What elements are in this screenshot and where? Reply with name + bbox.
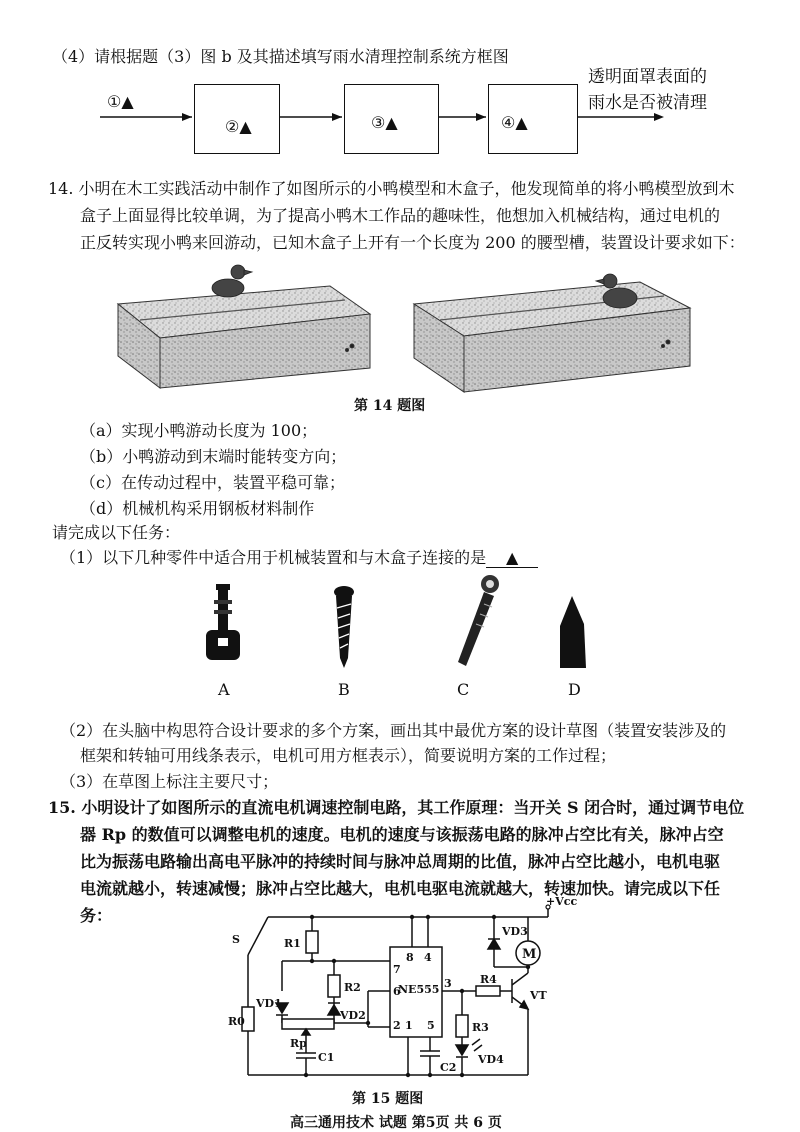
label-rp: Rp — [290, 1037, 307, 1050]
label-pin2: 2 — [393, 1019, 401, 1032]
q14-intro-line1: 14. 小明在木工实践活动中制作了如图所示的小鸭模型和木盒子，他发现简单的将小鸭模型放到木 — [48, 179, 735, 198]
option-b-label: B — [338, 680, 350, 699]
q14-task2-line2: 框架和转轴可用线条表示，电机可用方框表示），简要说明方案的工作过程； — [80, 746, 617, 765]
output-label-line2: 雨水是否被清理 — [588, 93, 707, 113]
block-box-1-label: ②▲ — [225, 117, 252, 136]
q14-req-d: （d）机械机构采用钢板材料制作 — [80, 499, 315, 518]
q14-task1-text: （1）以下几种零件中适合用于机械装置和与木盒子连接的是 — [60, 548, 487, 567]
q15-line3: 比为振荡电路输出高电平脉冲的持续时间与脉冲总周期的比值，脉冲占空比越小，电机电驱 — [80, 852, 721, 871]
q14-task3: （3）在草图上标注主要尺寸； — [60, 772, 279, 791]
label-ic: NE555 — [398, 983, 440, 996]
option-d-label: D — [568, 680, 581, 699]
label-r4: R4 — [480, 973, 497, 986]
q14-req-b: （b）小鸭游动到末端时能转变方向； — [80, 447, 347, 466]
q14-parts-figure — [0, 570, 800, 680]
option-c-label: C — [457, 680, 470, 699]
label-vd1: VD1 — [256, 997, 282, 1010]
label-r0: R0 — [228, 1015, 245, 1028]
block-box-3-label: ④▲ — [501, 113, 528, 132]
label-pin4: 4 — [424, 951, 432, 964]
label-s: S — [232, 933, 240, 946]
part-a-icon — [206, 584, 240, 660]
label-pin3: 3 — [444, 977, 452, 990]
label-pin5: 5 — [427, 1019, 435, 1032]
q14-task1 — [60, 545, 538, 568]
q15-line2: 器 Rp 的数值可以调整电机的速度。电机的速度与该振荡电路的脉冲占空比有关，脉冲占空 — [80, 825, 724, 844]
label-vcc: +Vcc — [546, 895, 578, 908]
label-c1: C1 — [318, 1051, 335, 1064]
q15-line1: 15. 小明设计了如图所示的直流电机调速控制电路，其工作原理：当开关 S 闭合时，通过调节电位 — [48, 798, 745, 817]
block-box-2-label: ③▲ — [371, 113, 398, 132]
block-diagram-task: （4）请根据题（3）图 b 及其描述填写雨水清理控制系统方框图 — [52, 47, 509, 66]
q14-intro-line3: 正反转实现小鸭来回游动，已知木盒子上开有一个长度为 200 的腰型槽，装置设计要求如下： — [80, 233, 745, 252]
block-box-2 — [344, 84, 439, 154]
output-label-line1: 透明面罩表面的 — [588, 67, 707, 87]
q14-figure-boxes — [0, 250, 800, 400]
label-c2: C2 — [440, 1061, 457, 1074]
q14-figure-caption: 第 14 题图 — [354, 398, 426, 414]
input-label: ①▲ — [107, 92, 134, 111]
wood-box-right — [414, 282, 690, 392]
q15-line5: 务： — [80, 906, 113, 925]
wood-box-left — [118, 286, 370, 388]
label-r1: R1 — [284, 937, 301, 950]
q14-intro-line2: 盒子上面显得比较单调，为了提高小鸭木工作品的趣味性，他想加入机械结构，通过电机的 — [80, 206, 721, 225]
q14-task2-line1: （2）在头脑中构思符合设计要求的多个方案，画出其中最优方案的设计草图（装置安装涉及的 — [60, 721, 727, 740]
q14-task-intro: 请完成以下任务： — [52, 523, 181, 542]
label-pin8: 8 — [406, 951, 414, 964]
part-c-icon — [458, 575, 499, 666]
part-b-icon — [334, 586, 354, 668]
label-pin6: 6 — [393, 985, 401, 998]
part-d-icon — [560, 596, 586, 668]
q15-figure-caption: 第 15 题图 — [352, 1091, 424, 1107]
label-vt: VT — [530, 989, 547, 1002]
q15-line4: 电流就越小，转速减慢；脉冲占空比越大，电机电驱电流就越大，转速加快。请完成以下任 — [80, 879, 721, 898]
q14-req-a: （a）实现小鸭游动长度为 100； — [80, 421, 318, 440]
block-box-1 — [194, 84, 280, 154]
label-pin1: 1 — [405, 1019, 413, 1032]
label-pin7: 7 — [393, 963, 401, 976]
q14-req-c: （c）在传动过程中，装置平稳可靠； — [80, 473, 345, 492]
page-footer: 高三通用技术 试题 第5页 共 6 页 — [290, 1115, 502, 1131]
q14-task1-blank: ▲ — [486, 548, 538, 568]
duck-left — [212, 265, 252, 297]
label-motor: M — [522, 947, 537, 962]
block-box-3 — [488, 84, 578, 154]
label-vd2: VD2 — [340, 1009, 366, 1022]
label-vd3: VD3 — [502, 925, 528, 938]
option-a-label: A — [218, 680, 230, 699]
label-r2: R2 — [344, 981, 361, 994]
q15-circuit — [0, 895, 800, 1100]
label-r3: R3 — [472, 1021, 489, 1034]
label-vd4: VD4 — [478, 1053, 504, 1066]
